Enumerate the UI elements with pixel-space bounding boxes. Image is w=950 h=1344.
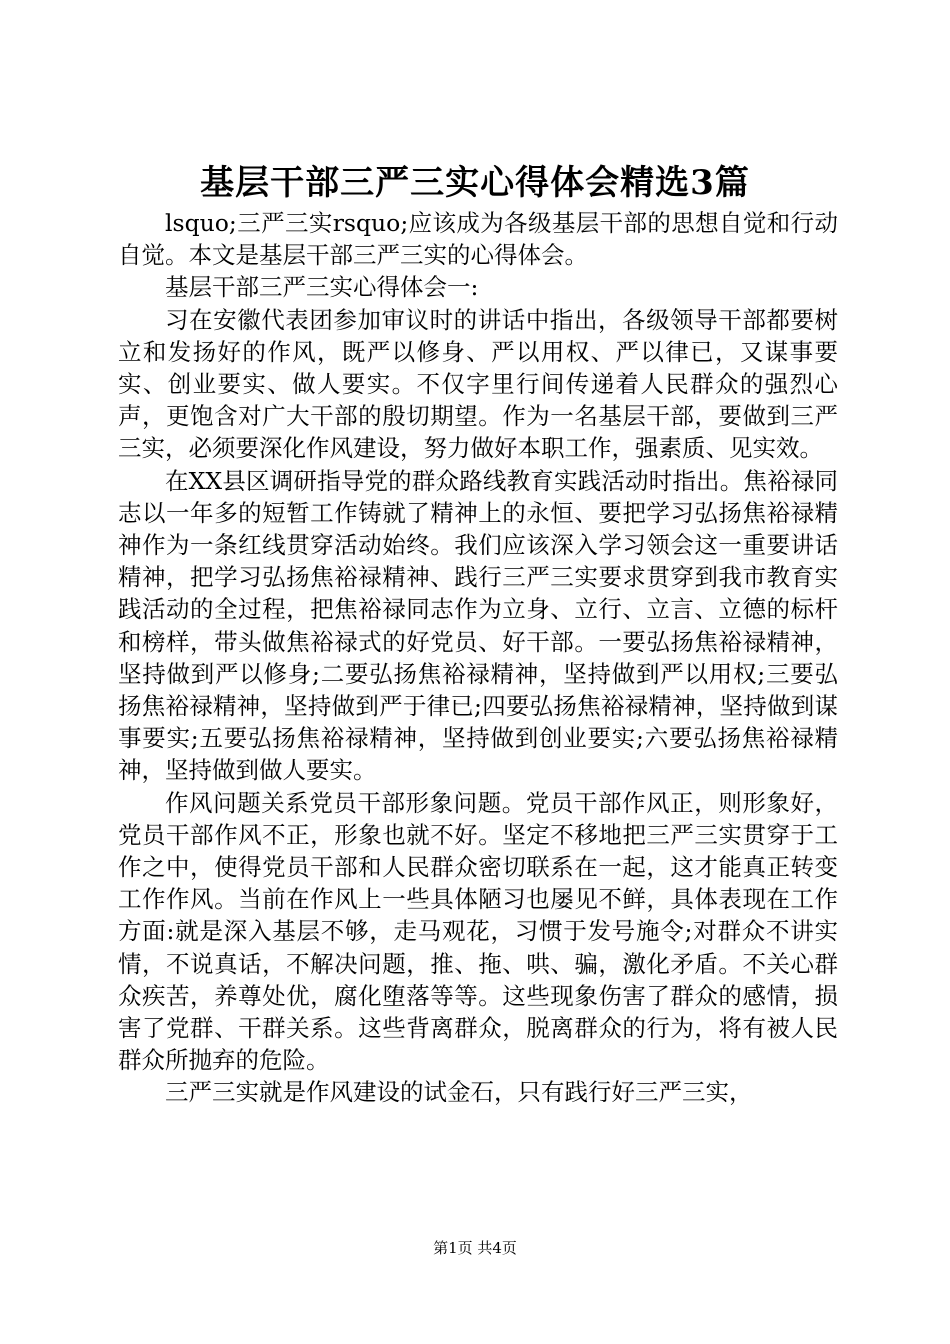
paragraph-4: 三严三实就是作风建设的试金石，只有践行好三严三实， bbox=[165, 1078, 753, 1107]
paragraph-section-heading: 基层干部三严三实心得体会一: bbox=[165, 273, 479, 302]
document-body bbox=[118, 207, 838, 1109]
paragraph-3: 作风问题关系党员干部形象问题。党员干部作风正，则形象好，党员干部作风不正，形象也就不好。坚定不移地把三严三实贯穿于工作之中，使得党员干部和人民群众密切联系在一起，这才能真正转变工作作风。当前在作风上一些具体陋习也屡见不鲜，具体表现在工作方面:就是深入基层不够，走马观花，习惯于发号施令;对群众不讲实情，不说真话，不解决问题，推、拖、哄、骗，激化矛盾。不关心群众疾苦，养尊处优，腐化堕落等等。这些现象伤害了群众的感情，损害了党群、干群关系。这些背离群众，脱离群众的行为，将有被人民群众所抛弃的危险。 bbox=[118, 788, 838, 1075]
document-title: 基层干部三严三实心得体会精选3篇 bbox=[200, 163, 750, 203]
paragraph-intro: lsquo;三严三实rsquo;应该成为各级基层干部的思想自觉和行动自觉。本文是基层干部三严三实的心得体会。 bbox=[118, 209, 838, 270]
page-number-footer: 第1页 共4页 bbox=[433, 1239, 517, 1257]
paragraph-2: 在XX县区调研指导党的群众路线教育实践活动时指出。焦裕禄同志以一年多的短暂工作铸就了精神上的永恒、要把学习弘扬焦裕禄精神作为一条红线贯穿活动始终。我们应该深入学习领会这一重要讲话精神，把学习弘扬焦裕禄精神、践行三严三实要求贯穿到我市教育实践活动的全过程，把焦裕禄同志作为立身、立行、立言、立德的标杆和榜样，带头做焦裕禄式的好党员、好干部。一要弘扬焦裕禄精神，坚持做到严以修身;二要弘扬焦裕禄精神，坚持做到严以用权;三要弘扬焦裕禄精神，坚持做到严于律已;四要弘扬焦裕禄精神，坚持做到谋事要实;五要弘扬焦裕禄精神，坚持做到创业要实;六要弘扬焦裕禄精神，坚持做到做人要实。 bbox=[118, 466, 838, 785]
paragraph-1: 习在安徽代表团参加审议时的讲话中指出，各级领导干部都要树立和发扬好的作风，既严以修身、严以用权、严以律已，又谋事要实、创业要实、做人要实。不仅字里行间传递着人民群众的强烈心声，更饱含对广大干部的殷切期望。作为一名基层干部，要做到三严三实，必须要深化作风建设，努力做好本职工作，强素质、见实效。 bbox=[118, 305, 838, 463]
